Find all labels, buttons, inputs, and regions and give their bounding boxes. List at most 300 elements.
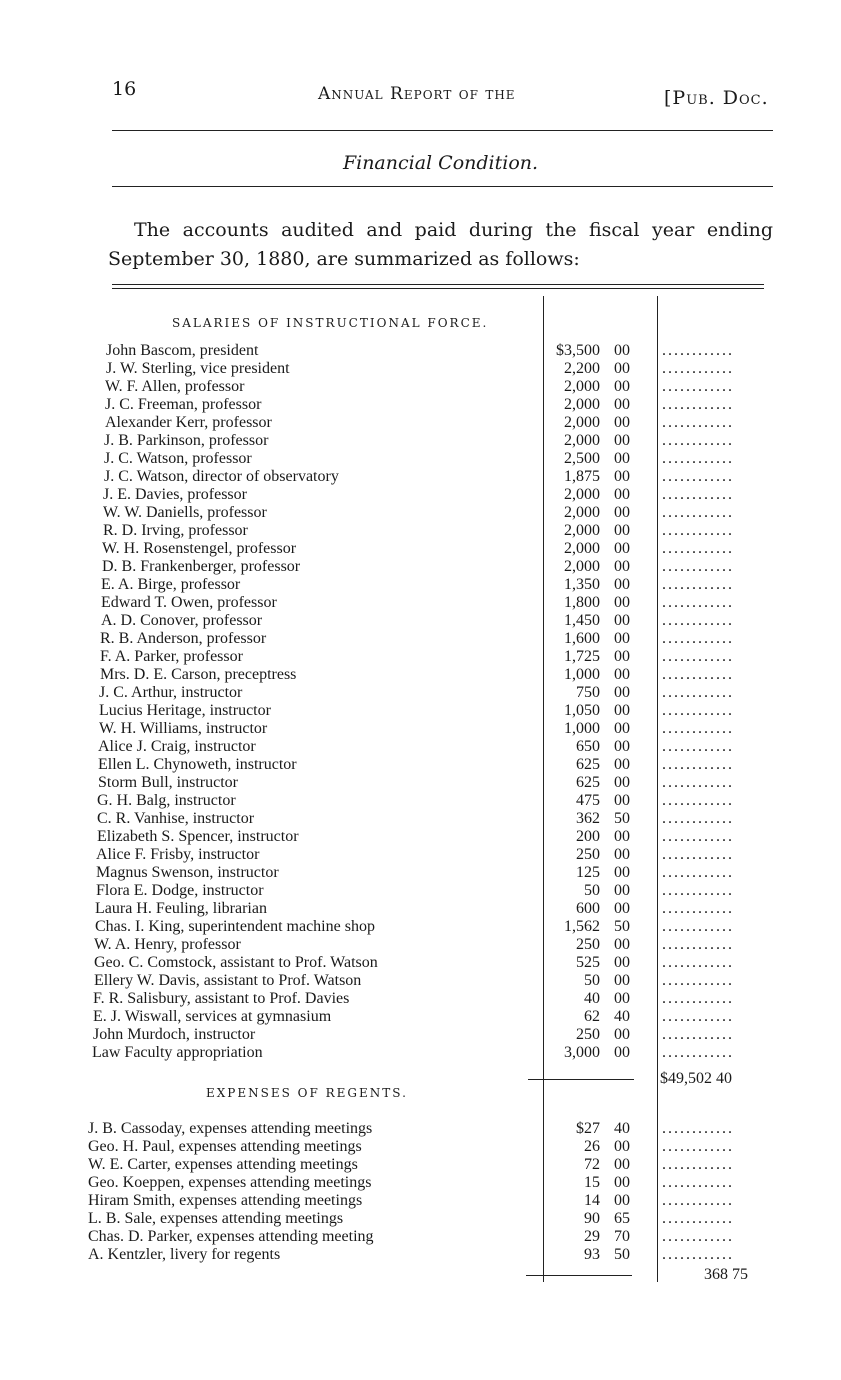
amount-dollars: 2,000 [564, 522, 600, 539]
amount-dollars: $27 [576, 1120, 600, 1137]
amount-dollars: 750 [576, 684, 600, 701]
table-row [88, 972, 768, 990]
accounts-table [88, 290, 768, 1290]
table-row [88, 576, 768, 594]
row-amount [546, 1192, 630, 1210]
amount-cents: 00 [614, 504, 630, 521]
table-row [88, 432, 768, 450]
row-description: Alice J. Craig, instructor [98, 738, 256, 755]
total-column-leader: ............ [662, 378, 734, 395]
amount-dollars: 362 [576, 810, 600, 827]
amount-dollars: $3,500 [556, 342, 600, 359]
amount-cents: 00 [614, 756, 630, 773]
amount-cents: 00 [614, 990, 630, 1007]
row-amount [546, 954, 630, 972]
total-column-leader: ............ [662, 666, 734, 683]
amount-cents: 00 [614, 792, 630, 809]
row-description: Geo. Koeppen, expenses attending meetings [88, 1174, 372, 1191]
row-amount [546, 1120, 630, 1138]
salaries-sum-rule [528, 1079, 634, 1080]
amount-dollars: 525 [576, 954, 600, 971]
table-row [88, 450, 768, 468]
row-amount [546, 684, 630, 702]
row-description: W. W. Daniells, professor [103, 504, 267, 521]
table-top-rule-2 [112, 288, 764, 289]
row-description: John Murdoch, instructor [93, 1026, 256, 1043]
row-description: Geo. C. Comstock, assistant to Prof. Watson [94, 954, 378, 971]
total-column-leader: ............ [662, 810, 734, 827]
document-reference: [Pub. Doc. [664, 87, 769, 109]
salaries-total: $49,502 40 [660, 1070, 732, 1087]
amount-cents: 70 [614, 1228, 630, 1245]
total-column-leader: ............ [662, 972, 734, 989]
total-column-leader: ............ [662, 342, 734, 359]
running-title: Annual Report of the [318, 84, 516, 104]
amount-cents: 00 [614, 882, 630, 899]
row-description: J. C. Watson, professor [104, 450, 252, 467]
total-column-leader: ............ [662, 414, 734, 431]
amount-cents: 50 [614, 810, 630, 827]
row-description: F. A. Parker, professor [100, 648, 243, 665]
amount-cents: 00 [614, 432, 630, 449]
row-amount [546, 1008, 630, 1026]
amount-cents: 00 [614, 396, 630, 413]
amount-dollars: 2,200 [564, 360, 600, 377]
row-description: Chas. I. King, superintendent machine shop [95, 918, 375, 935]
total-column-leader: ............ [662, 504, 734, 521]
amount-dollars: 650 [576, 738, 600, 755]
row-description: John Bascom, president [106, 342, 259, 359]
amount-cents: 00 [614, 720, 630, 737]
row-amount [546, 972, 630, 990]
row-amount [546, 828, 630, 846]
row-amount [546, 1026, 630, 1044]
table-row [88, 1138, 768, 1156]
table-row [88, 720, 768, 738]
table-row [88, 882, 768, 900]
total-column-leader: ............ [662, 990, 734, 1007]
total-column-leader: ............ [662, 774, 734, 791]
amount-dollars: 625 [576, 774, 600, 791]
section-title: Financial Condition. [342, 152, 539, 174]
amount-cents: 00 [614, 576, 630, 593]
amount-cents: 00 [614, 954, 630, 971]
total-column-leader: ............ [662, 1210, 734, 1227]
amount-cents: 00 [614, 1174, 630, 1191]
amount-cents: 00 [614, 846, 630, 863]
total-column-leader: ............ [662, 558, 734, 575]
amount-cents: 00 [614, 1138, 630, 1155]
amount-dollars: 40 [584, 990, 600, 1007]
amount-dollars: 2,500 [564, 450, 600, 467]
row-description: Laura H. Feuling, librarian [95, 900, 267, 917]
total-column-leader: ............ [662, 936, 734, 953]
row-description: J. B. Parkinson, professor [104, 432, 269, 449]
amount-dollars: 93 [584, 1246, 600, 1263]
row-amount [546, 576, 630, 594]
total-column-leader: ............ [662, 1044, 734, 1061]
row-amount [546, 846, 630, 864]
amount-dollars: 1,000 [564, 666, 600, 683]
row-amount [546, 558, 630, 576]
amount-dollars: 2,000 [564, 396, 600, 413]
amount-dollars: 1,725 [564, 648, 600, 665]
amount-dollars: 29 [584, 1228, 600, 1245]
amount-cents: 00 [614, 414, 630, 431]
amount-dollars: 200 [576, 828, 600, 845]
amount-dollars: 1,450 [564, 612, 600, 629]
amount-dollars: 1,875 [564, 468, 600, 485]
total-column-leader: ............ [662, 1192, 734, 1209]
amount-cents: 00 [614, 900, 630, 917]
regents-heading: EXPENSES OF REGENTS. [206, 1086, 408, 1100]
amount-cents: 00 [614, 486, 630, 503]
amount-dollars: 90 [584, 1210, 600, 1227]
amount-cents: 40 [614, 1120, 630, 1137]
amount-dollars: 62 [584, 1008, 600, 1025]
row-amount [546, 432, 630, 450]
table-row [88, 594, 768, 612]
table-row [88, 378, 768, 396]
total-column-leader: ............ [662, 828, 734, 845]
table-row [88, 522, 768, 540]
amount-dollars: 2,000 [564, 432, 600, 449]
amount-cents: 65 [614, 1210, 630, 1227]
amount-dollars: 3,000 [564, 1044, 600, 1061]
table-row [88, 1228, 768, 1246]
row-description: Law Faculty appropriation [92, 1044, 263, 1061]
row-amount [546, 1210, 630, 1228]
total-column-leader: ............ [662, 720, 734, 737]
row-description: A. D. Conover, professor [101, 612, 263, 629]
table-row [88, 342, 768, 360]
table-row [88, 1174, 768, 1192]
amount-dollars: 1,800 [564, 594, 600, 611]
total-column-leader: ............ [662, 612, 734, 629]
table-row [88, 846, 768, 864]
row-description: W. F. Allen, professor [105, 378, 245, 395]
table-row [88, 1192, 768, 1210]
table-row [88, 756, 768, 774]
amount-dollars: 2,000 [564, 504, 600, 521]
amount-dollars: 1,000 [564, 720, 600, 737]
intro-line-1: The accounts audited and paid during the fiscal year ending [134, 219, 773, 241]
row-amount [546, 414, 630, 432]
total-column-leader: ............ [662, 648, 734, 665]
amount-cents: 00 [614, 594, 630, 611]
table-row [88, 918, 768, 936]
row-description: Edward T. Owen, professor [101, 594, 277, 611]
total-column-leader: ............ [662, 882, 734, 899]
total-column-leader: ............ [662, 792, 734, 809]
row-amount [546, 612, 630, 630]
total-column-leader: ............ [662, 630, 734, 647]
amount-dollars: 250 [576, 1026, 600, 1043]
amount-cents: 50 [614, 918, 630, 935]
amount-cents: 40 [614, 1008, 630, 1025]
amount-dollars: 2,000 [564, 414, 600, 431]
table-row [88, 396, 768, 414]
table-row [88, 414, 768, 432]
amount-cents: 00 [614, 558, 630, 575]
row-amount [546, 540, 630, 558]
table-row [88, 684, 768, 702]
amount-dollars: 250 [576, 846, 600, 863]
table-row [88, 774, 768, 792]
amount-cents: 00 [614, 522, 630, 539]
table-row [88, 792, 768, 810]
total-column-leader: ............ [662, 360, 734, 377]
amount-cents: 00 [614, 450, 630, 467]
amount-dollars: 50 [584, 882, 600, 899]
table-row [88, 630, 768, 648]
table-row [88, 936, 768, 954]
row-description: Lucius Heritage, instructor [99, 702, 271, 719]
amount-cents: 00 [614, 1026, 630, 1043]
table-row [88, 900, 768, 918]
row-amount [546, 864, 630, 882]
total-column-leader: ............ [662, 1138, 734, 1155]
amount-cents: 00 [614, 828, 630, 845]
row-amount [546, 918, 630, 936]
row-amount [546, 522, 630, 540]
row-amount [546, 648, 630, 666]
total-column-leader: ............ [662, 396, 734, 413]
amount-cents: 00 [614, 468, 630, 485]
row-description: Hiram Smith, expenses attending meetings [88, 1192, 363, 1209]
row-amount [546, 900, 630, 918]
table-row [88, 648, 768, 666]
row-amount [546, 1246, 630, 1264]
row-description: J. E. Davies, professor [103, 486, 247, 503]
row-description: Mrs. D. E. Carson, preceptress [100, 666, 297, 683]
row-amount [546, 594, 630, 612]
amount-cents: 00 [614, 342, 630, 359]
table-row [88, 1156, 768, 1174]
amount-cents: 00 [614, 684, 630, 701]
table-row [88, 738, 768, 756]
total-column-leader: ............ [662, 1156, 734, 1173]
amount-dollars: 250 [576, 936, 600, 953]
row-amount [546, 1174, 630, 1192]
total-column-leader: ............ [662, 594, 734, 611]
row-description: J. C. Watson, director of observatory [104, 468, 339, 485]
table-row [88, 810, 768, 828]
row-description: Storm Bull, instructor [98, 774, 238, 791]
table-row [88, 1210, 768, 1228]
row-description: Elizabeth S. Spencer, instructor [97, 828, 299, 845]
row-amount [546, 1044, 630, 1062]
total-column-leader: ............ [662, 1228, 734, 1245]
row-amount [546, 1156, 630, 1174]
amount-dollars: 2,000 [564, 558, 600, 575]
row-description: E. J. Wiswall, services at gymnasium [93, 1008, 332, 1025]
amount-cents: 00 [614, 666, 630, 683]
row-description: Flora E. Dodge, instructor [96, 882, 264, 899]
page-number: 16 [112, 78, 137, 100]
amount-cents: 00 [614, 1192, 630, 1209]
table-row [88, 612, 768, 630]
row-description: W. E. Carter, expenses attending meetings [88, 1156, 358, 1173]
table-row [88, 666, 768, 684]
total-column-leader: ............ [662, 1026, 734, 1043]
amount-cents: 00 [614, 540, 630, 557]
row-description: L. B. Sale, expenses attending meetings [88, 1210, 344, 1227]
amount-dollars: 1,600 [564, 630, 600, 647]
amount-dollars: 2,000 [564, 378, 600, 395]
row-description: E. A. Birge, professor [101, 576, 241, 593]
total-column-leader: ............ [662, 432, 734, 449]
amount-dollars: 14 [584, 1192, 600, 1209]
total-column-leader: ............ [662, 864, 734, 881]
row-amount [546, 792, 630, 810]
total-column-leader: ............ [662, 918, 734, 935]
row-amount [546, 774, 630, 792]
amount-cents: 00 [614, 972, 630, 989]
amount-cents: 00 [614, 612, 630, 629]
row-amount [546, 486, 630, 504]
total-column-leader: ............ [662, 900, 734, 917]
row-amount [546, 1138, 630, 1156]
row-description: Chas. D. Parker, expenses attending meeting [88, 1228, 374, 1245]
total-column-leader: ............ [662, 522, 734, 539]
total-column-leader: ............ [662, 450, 734, 467]
total-column-leader: ............ [662, 738, 734, 755]
row-description: C. R. Vanhise, instructor [97, 810, 255, 827]
amount-dollars: 2,000 [564, 486, 600, 503]
table-row [88, 1026, 768, 1044]
amount-dollars: 625 [576, 756, 600, 773]
amount-cents: 00 [614, 1156, 630, 1173]
table-row [88, 702, 768, 720]
row-description: J. C. Freeman, professor [105, 396, 262, 413]
row-description: J. C. Arthur, instructor [99, 684, 243, 701]
amount-dollars: 72 [584, 1156, 600, 1173]
row-description: Alexander Kerr, professor [105, 414, 272, 431]
amount-dollars: 50 [584, 972, 600, 989]
row-amount [546, 936, 630, 954]
table-row [88, 1120, 768, 1138]
total-column-leader: ............ [662, 1246, 734, 1263]
total-column-leader: ............ [662, 576, 734, 593]
row-description: Ellen L. Chynoweth, instructor [98, 756, 297, 773]
amount-cents: 00 [614, 630, 630, 647]
amount-cents: 00 [614, 738, 630, 755]
row-amount [546, 810, 630, 828]
intro-line-2: September 30, 1880, are summarized as follows: [108, 248, 580, 270]
row-amount [546, 468, 630, 486]
row-description: A. Kentzler, livery for regents [88, 1246, 281, 1263]
header-rule [112, 130, 773, 131]
table-row [88, 1008, 768, 1026]
row-amount [546, 360, 630, 378]
amount-cents: 00 [614, 864, 630, 881]
row-amount [546, 702, 630, 720]
amount-cents: 00 [614, 1044, 630, 1061]
regents-total: 368 75 [704, 1266, 748, 1283]
salaries-heading: SALARIES OF INSTRUCTIONAL FORCE. [172, 316, 489, 330]
row-description: G. H. Balg, instructor [97, 792, 236, 809]
amount-cents: 00 [614, 702, 630, 719]
row-amount [546, 720, 630, 738]
total-column-leader: ............ [662, 1174, 734, 1191]
table-row [88, 360, 768, 378]
table-row [88, 954, 768, 972]
row-amount [546, 882, 630, 900]
intro-paragraph [108, 216, 773, 274]
row-description: J. B. Cassoday, expenses attending meetings [88, 1120, 373, 1137]
row-amount [546, 396, 630, 414]
amount-cents: 50 [614, 1246, 630, 1263]
row-amount [546, 450, 630, 468]
table-row [88, 990, 768, 1008]
total-column-leader: ............ [662, 468, 734, 485]
total-column-leader: ............ [662, 486, 734, 503]
row-description: Alice F. Frisby, instructor [96, 846, 260, 863]
row-description: W. A. Henry, professor [94, 936, 241, 953]
amount-dollars: 475 [576, 792, 600, 809]
total-column-leader: ............ [662, 540, 734, 557]
total-column-leader: ............ [662, 684, 734, 701]
row-amount [546, 990, 630, 1008]
amount-dollars: 1,562 [564, 918, 600, 935]
table-row [88, 864, 768, 882]
row-description: W. H. Rosenstengel, professor [102, 540, 297, 557]
amount-dollars: 1,350 [564, 576, 600, 593]
table-row [88, 486, 768, 504]
table-row [88, 828, 768, 846]
amount-dollars: 600 [576, 900, 600, 917]
amount-dollars: 1,050 [564, 702, 600, 719]
row-description: Geo. H. Paul, expenses attending meetings [88, 1138, 362, 1155]
amount-cents: 00 [614, 936, 630, 953]
row-amount [546, 738, 630, 756]
regents-sum-rule [526, 1275, 632, 1276]
amount-cents: 00 [614, 360, 630, 377]
row-description: W. H. Williams, instructor [99, 720, 268, 737]
section-rule [112, 186, 773, 187]
row-amount [546, 504, 630, 522]
amount-dollars: 2,000 [564, 540, 600, 557]
row-amount [546, 378, 630, 396]
row-description: J. W. Sterling, vice president [106, 360, 290, 377]
table-row [88, 1044, 768, 1062]
total-column-leader: ............ [662, 756, 734, 773]
total-column-leader: ............ [662, 1008, 734, 1025]
row-amount [546, 342, 630, 360]
row-description: R. B. Anderson, professor [100, 630, 267, 647]
amount-cents: 00 [614, 648, 630, 665]
table-top-rule [112, 284, 764, 285]
row-description: Magnus Swenson, instructor [96, 864, 279, 881]
row-amount [546, 630, 630, 648]
row-description: R. D. Irving, professor [103, 522, 248, 539]
total-column-leader: ............ [662, 846, 734, 863]
table-row [88, 540, 768, 558]
amount-cents: 00 [614, 774, 630, 791]
row-description: D. B. Frankenberger, professor [102, 558, 301, 575]
total-column-leader: ............ [662, 954, 734, 971]
amount-dollars: 125 [576, 864, 600, 881]
row-amount [546, 666, 630, 684]
table-row [88, 468, 768, 486]
amount-dollars: 26 [584, 1138, 600, 1155]
row-amount [546, 1228, 630, 1246]
amount-dollars: 15 [584, 1174, 600, 1191]
total-column-leader: ............ [662, 702, 734, 719]
table-row [88, 504, 768, 522]
table-row [88, 558, 768, 576]
